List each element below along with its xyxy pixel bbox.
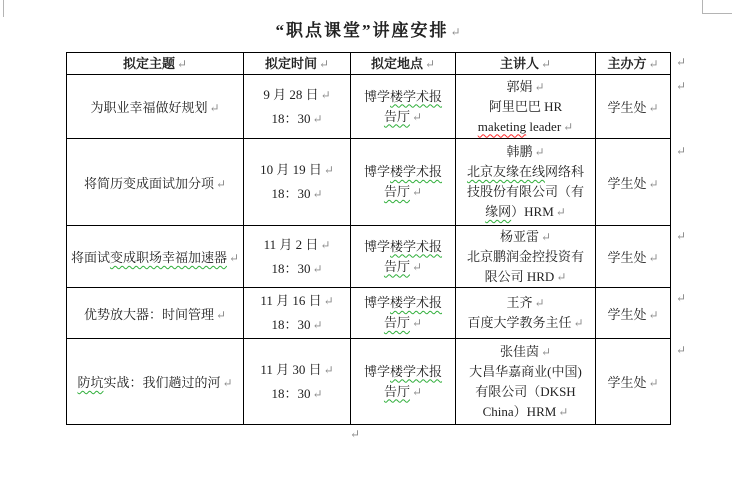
header-organizer: 主办方 ↵ [596,53,671,75]
time-cell: 10 月 19 日 ↵ 18：30 ↵ [244,139,351,226]
paragraph-mark: ↵ [648,251,659,265]
speaker-cell [456,226,596,288]
paragraph-mark: ↵ [318,56,330,71]
paragraph-mark: ↵ [540,229,552,244]
paragraph-mark: ↵ [323,163,334,177]
organizer-cell: 学生处 ↵ [596,139,671,226]
paragraph-mark: ↵ [320,237,331,252]
location-cell: 博学楼学术报 告厅 ↵ [351,226,456,288]
paragraph-mark: ↵ [312,261,323,276]
table-row [67,288,671,339]
speaker-name: 郭娟 ↵ [506,78,545,94]
paragraph-mark: ↵ [563,119,574,134]
paragraph-mark: ↵ [450,25,461,39]
organizer-cell: 学生处 ↵ [596,288,671,339]
row-end-mark: ↵ [676,79,687,93]
speaker-name: 杨亚雷 ↵ [499,228,552,244]
paragraph-mark: ↵ [555,205,566,219]
row-end-mark: ↵ [676,291,687,305]
speaker-cell [456,75,596,139]
header-topic: 拟定主题 ↵ [67,53,244,75]
paragraph-mark: ↵ [534,296,545,310]
time-cell: 9 月 28 日 ↵ 18：30 ↵ [244,75,351,139]
paragraph-mark: ↵ [320,87,331,102]
paragraph-mark: ↵ [648,376,659,390]
paragraph-mark: ↵ [411,316,423,330]
paragraph-mark: ↵ [648,176,659,191]
document-title [0,21,736,42]
table-row [67,139,671,226]
header-time: 拟定时间 ↵ [244,53,351,75]
topic-cell: 优势放大器：时间管理 ↵ [67,288,244,339]
row-end-mark: ↵ [676,144,687,158]
paragraph-mark: ↵ [312,187,323,201]
paragraph-mark: ↵ [411,185,423,199]
organizer-cell: 学生处 ↵ [596,226,671,288]
paragraph-mark: ↵ [323,362,334,377]
paragraph-mark: ↵ [556,269,567,284]
header-location: 拟定地点 ↵ [351,53,456,75]
speaker-org: 阿里巴巴 HR maketing leader ↵ [477,98,574,134]
paragraph-mark: ↵ [648,101,659,115]
speaker-org: 大昌华嘉商业(中国) 有限公司（DKSH China）HRM ↵ [469,363,582,419]
table-header-row [67,53,671,75]
paragraph-mark: ↵ [323,294,334,308]
table-row [67,339,671,425]
speaker-org: 百度大学教务主任 ↵ [467,315,584,330]
paragraph-mark: ↵ [411,384,423,399]
paragraph-mark: ↵ [534,79,545,94]
lecture-schedule-table [66,52,671,425]
topic-cell: 防坑实战：我们趟过的河 ↵ [67,339,244,425]
topic-cell: 将简历变成面试加分项 ↵ [67,139,244,226]
topic-cell: 为职业幸福做好规划 ↵ [67,75,244,139]
paragraph-mark: ↵ [228,251,240,265]
row-end-mark: ↵ [676,343,687,357]
paragraph-mark: ↵ [176,56,188,71]
paragraph-mark: ↵ [648,307,659,322]
time-cell: 11 月 2 日 ↵ 18：30 ↵ [244,226,351,288]
paragraph-mark: ↵ [312,318,323,332]
location-cell: 博学楼学术报 告厅 ↵ [351,339,456,425]
row-end-mark: ↵ [676,229,687,243]
paragraph-mark: ↵ [648,56,659,71]
speaker-cell [456,288,596,339]
paragraph-mark: ↵ [312,111,323,126]
speaker-org: 北京鹏润金控投资有 限公司 HRD ↵ [466,248,584,284]
text-boundary-mark-left [3,0,4,17]
paragraph-mark: ↵ [209,101,220,115]
paragraph-mark: ↵ [312,386,323,401]
speaker-name: 韩鹏 ↵ [506,144,545,159]
paragraph-mark: ↵ [573,316,584,330]
location-cell: 博学楼学术报 告厅 ↵ [351,288,456,339]
speaker-name: 王齐 ↵ [506,295,545,310]
paragraph-mark: ↵ [215,307,227,322]
paragraph-mark: ↵ [411,109,423,124]
organizer-cell: 学生处 ↵ [596,339,671,425]
speaker-name: 张佳茵 ↵ [499,343,552,359]
paragraph-mark: ↵ [424,56,436,71]
text-boundary-mark-right [702,0,732,14]
paragraph-mark: ↵ [222,376,233,390]
time-cell: 11 月 16 日 ↵ 18：30 ↵ [244,288,351,339]
paragraph-mark: ↵ [411,259,423,274]
paragraph-mark: ↵ [540,56,552,71]
document-title-text: “职点课堂”讲座安排 [275,21,449,40]
paragraph-mark: ↵ [540,344,552,359]
location-cell: 博学楼学术报 告厅 ↵ [351,139,456,226]
table-row [67,75,671,139]
paragraph-mark: ↵ [558,404,569,419]
topic-cell: 将面试变成职场幸福加速器 ↵ [67,226,244,288]
organizer-cell: 学生处 ↵ [596,75,671,139]
table-row [67,226,671,288]
speaker-cell [456,139,596,226]
header-speaker: 主讲人 ↵ [456,53,596,75]
paragraph-mark: ↵ [215,176,227,191]
after-table-paragraph-mark: ↵ [350,427,361,441]
location-cell: 博学楼学术报 告厅 ↵ [351,75,456,139]
paragraph-mark: ↵ [534,145,545,159]
time-cell: 11 月 30 日 ↵ 18：30 ↵ [244,339,351,425]
speaker-org: 北京友缘在线网络科 技股份有限公司（有 缘网）HRM ↵ [466,164,585,219]
row-end-mark: ↵ [676,55,687,69]
speaker-cell [456,339,596,425]
